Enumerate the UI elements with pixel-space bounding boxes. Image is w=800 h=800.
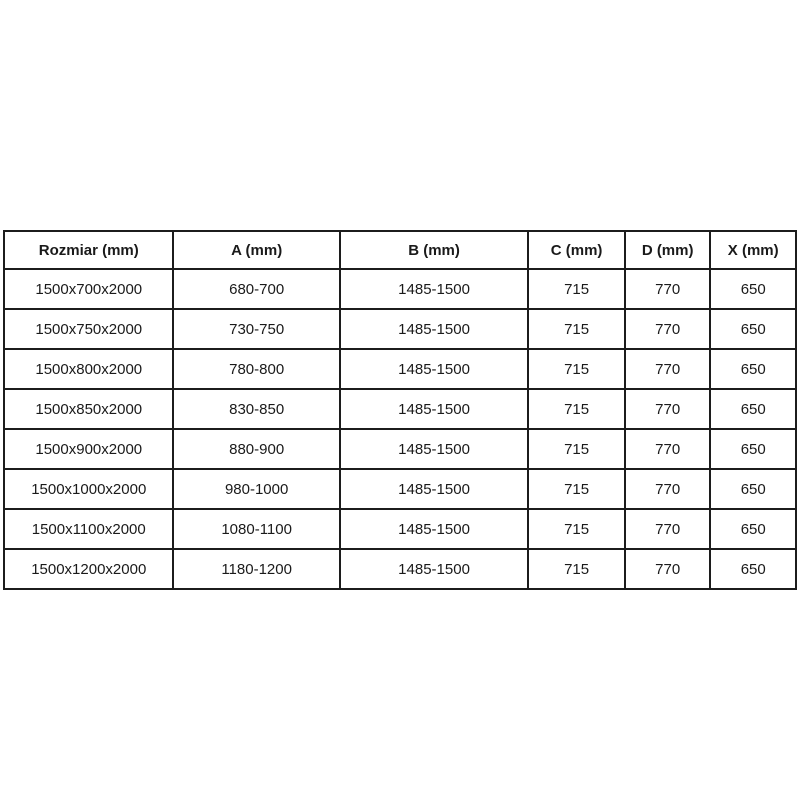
table-cell: 770 [625, 469, 711, 509]
table-cell: 770 [625, 269, 711, 309]
table-cell: 770 [625, 509, 711, 549]
header-cell-b: B (mm) [340, 231, 528, 269]
table-cell: 715 [528, 389, 625, 429]
table-cell: 1500x1000x2000 [4, 469, 173, 509]
table-cell: 770 [625, 549, 711, 589]
header-cell-x: X (mm) [710, 231, 796, 269]
table-cell: 1485-1500 [340, 509, 528, 549]
table-cell: 1485-1500 [340, 309, 528, 349]
table-cell: 880-900 [173, 429, 339, 469]
table-row [4, 309, 796, 349]
table-cell: 1500x750x2000 [4, 309, 173, 349]
table-cell: 780-800 [173, 349, 339, 389]
table-cell: 1485-1500 [340, 389, 528, 429]
header-cell-d: D (mm) [625, 231, 711, 269]
table-cell: 680-700 [173, 269, 339, 309]
table-cell: 650 [710, 469, 796, 509]
table-cell: 650 [710, 389, 796, 429]
table-cell: 650 [710, 429, 796, 469]
table-cell: 715 [528, 349, 625, 389]
table-row [4, 429, 796, 469]
table-cell: 770 [625, 309, 711, 349]
table-cell: 980-1000 [173, 469, 339, 509]
table-cell: 1500x1100x2000 [4, 509, 173, 549]
table-cell: 715 [528, 549, 625, 589]
table-cell: 1080-1100 [173, 509, 339, 549]
table-cell: 1485-1500 [340, 429, 528, 469]
table-cell: 1485-1500 [340, 349, 528, 389]
table-cell: 650 [710, 309, 796, 349]
table-cell: 715 [528, 469, 625, 509]
table-cell: 1500x700x2000 [4, 269, 173, 309]
table-row [4, 269, 796, 309]
table-body [4, 269, 796, 589]
table-row [4, 549, 796, 589]
header-cell-c: C (mm) [528, 231, 625, 269]
header-cell-a: A (mm) [173, 231, 339, 269]
header-row [4, 231, 796, 269]
table-cell: 715 [528, 309, 625, 349]
table-row [4, 349, 796, 389]
table-cell: 1500x850x2000 [4, 389, 173, 429]
table-row [4, 509, 796, 549]
table-cell: 1500x900x2000 [4, 429, 173, 469]
table-cell: 650 [710, 549, 796, 589]
table-cell: 650 [710, 509, 796, 549]
table-cell: 715 [528, 429, 625, 469]
table-cell: 1485-1500 [340, 549, 528, 589]
table-cell: 730-750 [173, 309, 339, 349]
table-cell: 770 [625, 429, 711, 469]
table-cell: 770 [625, 349, 711, 389]
table-cell: 1500x1200x2000 [4, 549, 173, 589]
dimension-spec-table-container [3, 230, 797, 578]
dimension-spec-table [3, 230, 797, 590]
table-cell: 1485-1500 [340, 269, 528, 309]
table-cell: 1180-1200 [173, 549, 339, 589]
table-cell: 715 [528, 269, 625, 309]
table-cell: 1485-1500 [340, 469, 528, 509]
table-cell: 770 [625, 389, 711, 429]
table-row [4, 389, 796, 429]
table-cell: 1500x800x2000 [4, 349, 173, 389]
table-row [4, 469, 796, 509]
table-cell: 650 [710, 269, 796, 309]
table-cell: 715 [528, 509, 625, 549]
header-cell-rozmiar: Rozmiar (mm) [4, 231, 173, 269]
table-cell: 830-850 [173, 389, 339, 429]
table-cell: 650 [710, 349, 796, 389]
